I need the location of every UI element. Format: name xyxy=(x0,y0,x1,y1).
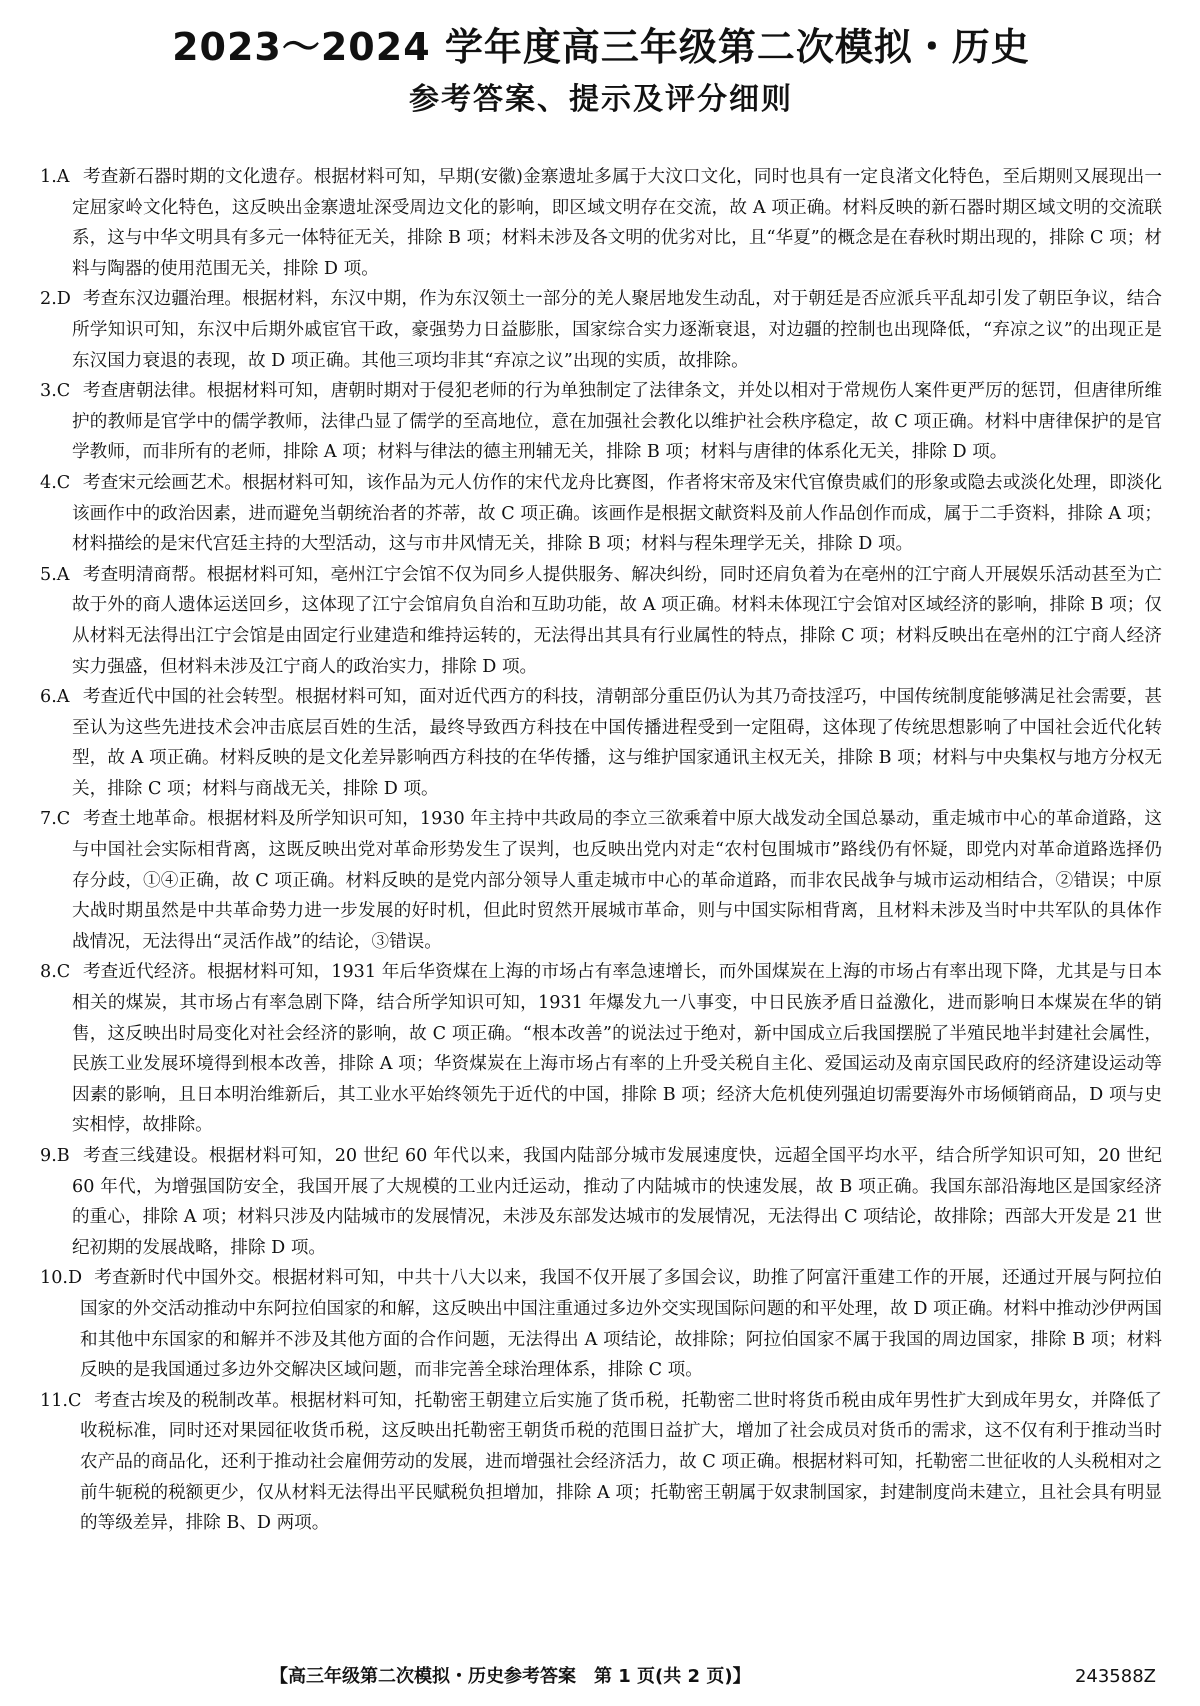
question-number: 8. xyxy=(40,962,57,983)
answer-explanation: 考查近代中国的社会转型。根据材料可知，面对近代西方的科技，清朝部分重臣仍认为其乃奇技淫巧，中国传统制度能够满足社会需要，甚至认为这些先进技术会冲击底层百姓的生活，最终导致西方科技在中国传播进程受到一定阻碍，这体现了传统思想影响了中国社会近代化转型，故 A 项正确。材料反映的是文化差异影响西方科技的在华传播，这与维护国家通讯主权无关，排除 B 项；材料与中央集权与地方分权无关，排除 C 项；材料与商战无关，排除 D 项。 xyxy=(72,687,1162,799)
answer-explanation: 考查古埃及的税制改革。根据材料可知，托勒密王朝建立后实施了货币税，托勒密二世时将货币税由成年男性扩大到成年男女，并降低了收税标准，同时还对果园征收货币税，这反映出托勒密王朝货币税的范围日益扩大，增加了社会成员对货币的需求，这不仅有利于推动当时农产品的商品化，还利于推动社会雇佣劳动的发展，进而增强社会经济活力，故 C 项正确。根据材料可知，托勒密二世征收的人头税相对之前牛轭税的税额更少，仅从材料无法得出平民赋税负担增加，排除 A 项；托勒密王朝属于奴隶制国家，封建制度尚未建立，且社会具有明显的等级差异，排除 B、D 两项。 xyxy=(80,1390,1162,1534)
answer-explanation: 考查土地革命。根据材料及所学知识可知，1930 年主持中共政局的李立三欲乘着中原大战发动全国总暴动，重走城市中心的革命道路，这与中国社会实际相背离，这既反映出党对革命形势发生了误判，也反映出党内对走“农村包围城市”路线仍有怀疑，即党内对革命道路选择仍存分歧，①④正确，故 C 项正确。材料反映的是党内部分领导人重走城市中心的革命道路，而非农民战争与城市运动相结合，②错误；中原大战时期虽然是中共革命势力进一步发展的好时机，但此时贸然开展城市革命，则与中国实际相背离，且材料未涉及当时中共军队的具体作战情况，无法得出“灵活作战”的结论，③错误。 xyxy=(72,809,1162,952)
answer-explanation: 考查宋元绘画艺术。根据材料可知，该作品为元人仿作的宋代龙舟比赛图，作者将宋帝及宋代官僚贵戚们的形象或隐去或淡化处理，即淡化该画作中的政治因素，进而避免当朝统治者的芥蒂，故 C 项正确。该画作是根据文献资料及前人作品创作而成，属于二手资料，排除 A 项；材料描绘的是宋代宫廷主持的大型活动，这与市井风情无关，排除 B 项；材料与程朱理学无关，排除 D 项。 xyxy=(72,472,1162,555)
answer-key: C xyxy=(56,381,71,402)
answer-explanation: 考查近代经济。根据材料可知，1931 年后华资煤在上海的市场占有率急速增长，而外国煤炭在上海的市场占有率出现下降，尤其是与日本相关的煤炭，其市场占有率急剧下降，结合所学知识可知，1931 年爆发九一八事变，中日民族矛盾日益激化，进而影响日本煤炭在华的销售，这反映出时局变化对社会经济的影响，故 C 项正确。“根本改善”的说法过于绝对，新中国成立后我国摆脱了半殖民地半封建社会属性，民族工业发展环境得到根本改善，排除 A 项；华资煤炭在上海市场占有率的上升受关税自主化、爱国运动及南京国民政府的经济建设运动等因素的影响，且日本明治维新后，其工业水平始终领先于近代的中国，排除 B 项；经济大危机使列强迫切需要海外市场倾销商品，D 项与史实相悖，故排除。 xyxy=(72,962,1162,1136)
answer-explanation: 考查唐朝法律。根据材料可知，唐朝时期对于侵犯老师的行为单独制定了法律条文，并处以相对于常规伤人案件更严厉的惩罚，但唐律所维护的教师是官学中的儒学教师，法律凸显了儒学的至高地位，意在加强社会教化以维护社会秩序稳定，故 C 项正确。材料中唐律保护的是官学教师，而非所有的老师，排除 A 项；材料与律法的德主刑辅无关，排除 B 项；材料与唐律的体系化无关，排除 D 项。 xyxy=(72,381,1162,463)
answer-item-10 xyxy=(40,1263,1162,1385)
answer-key: C xyxy=(56,809,71,830)
answer-key: A xyxy=(56,167,70,187)
answer-key: B xyxy=(56,1146,70,1166)
answer-key: C xyxy=(67,1390,82,1411)
question-number: 10. xyxy=(40,1268,68,1289)
answer-list xyxy=(40,162,1162,1539)
question-number: 1. xyxy=(40,167,57,187)
answer-item-4 xyxy=(40,468,1162,560)
answer-item-7 xyxy=(40,804,1162,957)
page-footer xyxy=(0,1662,1200,1692)
question-number: 6. xyxy=(40,687,57,708)
answer-key: A xyxy=(56,687,70,708)
answer-key: D xyxy=(67,1268,83,1289)
answer-item-1 xyxy=(40,162,1162,284)
answer-item-9 xyxy=(40,1141,1162,1263)
footer-label: 【高三年级第二次模拟・历史参考答案 第 1 页(共 2 页)】 xyxy=(270,1666,751,1687)
answer-item-11 xyxy=(40,1386,1162,1539)
answer-key: C xyxy=(56,962,71,983)
question-number: 11. xyxy=(40,1390,68,1411)
answer-explanation: 考查东汉边疆治理。根据材料，东汉中期，作为东汉领土一部分的羌人聚居地发生动乱，对于朝廷是否应派兵平乱却引发了朝臣争议，结合所学知识可知，东汉中后期外戚宦官干政，豪强势力日益膨胀，国家综合实力逐渐衰退，对边疆的控制也出现降低，“弃凉之议”的出现正是东汉国力衰退的表现，故 D 项正确。其他三项均非其“弃凉之议”出现的实质，故排除。 xyxy=(72,289,1162,371)
answer-key: A xyxy=(56,564,70,585)
question-number: 4. xyxy=(40,472,57,493)
question-number: 7. xyxy=(40,809,57,830)
page-subtitle: 参考答案、提示及评分细则 xyxy=(409,82,793,117)
footer-code: 243588Z xyxy=(1074,1666,1156,1687)
answer-item-2 xyxy=(40,284,1162,376)
answer-explanation: 考查明清商帮。根据材料可知，亳州江宁会馆不仅为同乡人提供服务、解决纠纷，同时还肩负着为在亳州的江宁商人开展娱乐活动甚至为亡故于外的商人遗体运送回乡，这体现了江宁会馆肩负自治和互助功能，故 A 项正确。材料未体现江宁会馆对区域经济的影响，排除 B 项；仅从材料无法得出江宁会馆是由固定行业建造和维持运转的，无法得出其具有行业属性的特点，排除 C 项；材料反映出在亳州的江宁商人经济实力强盛，但材料未涉及江宁商人的政治实力，排除 D 项。 xyxy=(72,564,1162,677)
answer-explanation: 考查新石器时期的文化遗存。根据材料可知，早期(安徽)金寨遗址多属于大汶口文化，同时也具有一定良渚文化特色，至后期则又展现出一定屈家岭文化特色，这反映出金寨遗址深受周边文化的影响，即区域文明存在交流，故 A 项正确。材料反映的新石器时期区域文明的交流联系，这与中华文明具有多元一体特征无关，排除 B 项；材料未涉及各文明的优劣对比，且“华夏”的概念是在春秋时期出现的，排除 C 项；材料与陶器的使用范围无关，排除 D 项。 xyxy=(72,167,1162,279)
answer-key: D xyxy=(56,289,71,310)
page-title: 2023～2024 学年度高三年级第二次模拟・历史 xyxy=(172,25,1030,69)
answer-item-6 xyxy=(40,682,1162,804)
question-number: 5. xyxy=(40,564,57,585)
answer-item-3 xyxy=(40,376,1162,468)
answer-item-5 xyxy=(40,560,1162,682)
answer-explanation: 考查新时代中国外交。根据材料可知，中共十八大以来，我国不仅开展了多国会议，助推了阿富汗重建工作的开展，还通过开展与阿拉伯国家的外交活动推动中东阿拉伯国家的和解，这反映出中国注重通过多边外交实现国际问题的和平处理，故 D 项正确。材料中推动沙伊两国和其他中东国家的和解并不涉及其他方面的合作问题，无法得出 A 项结论，故排除；阿拉伯国家不属于我国的周边国家，排除 B 项；材料反映的是我国通过多边外交解决区域问题，而非完善全球治理体系，排除 C 项。 xyxy=(80,1268,1162,1381)
answer-item-8 xyxy=(40,957,1162,1141)
question-number: 2. xyxy=(40,289,57,310)
answer-explanation: 考查三线建设。根据材料可知，20 世纪 60 年代以来，我国内陆部分城市发展速度快，远超全国平均水平，结合所学知识可知，20 世纪 60 年代，为增强国防安全，我国开展了大规模的工业内迁运动，推动了内陆城市的快速发展，故 B 项正确。我国东部沿海地区是国家经济的重心，排除 A 项；材料只涉及内陆城市的发展情况，未涉及东部发达城市的发展情况，无法得出 C 项结论，故排除；西部大开发是 21 世纪初期的发展战略，排除 D 项。 xyxy=(72,1146,1162,1258)
question-number: 9. xyxy=(40,1146,57,1166)
answer-key: C xyxy=(56,472,71,493)
question-number: 3. xyxy=(40,381,57,402)
